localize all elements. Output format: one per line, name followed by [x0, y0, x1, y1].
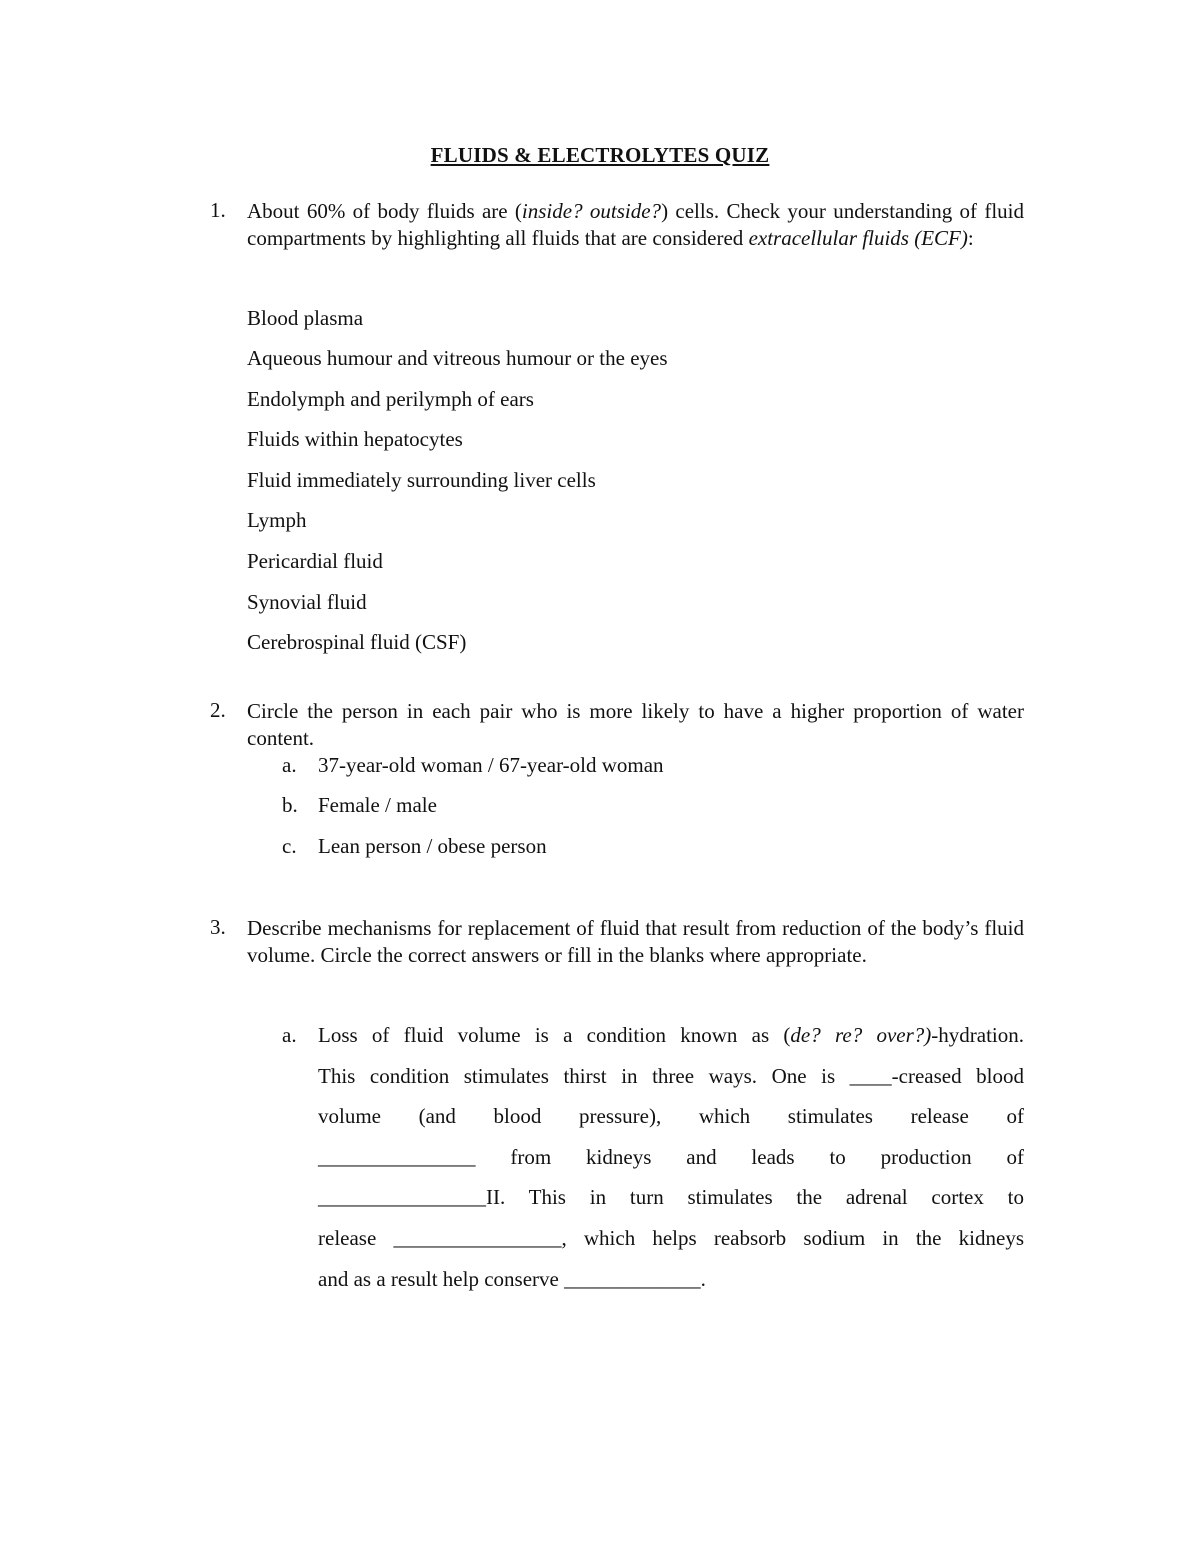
- question-1-text: [247, 198, 1024, 252]
- q3a-l1-post: -hydration.: [931, 1023, 1025, 1047]
- q2-item-letter: b.: [282, 793, 298, 817]
- question-3-text: Describe mechanisms for replacement of fluid that result from reduction of the body’s fluid volume. Circle the correct answers or fill in the blanks where appropriate.: [247, 916, 1024, 967]
- question-2-number: 2.: [210, 698, 226, 722]
- page-title: FLUIDS & ELECTROLYTES QUIZ: [430, 143, 770, 167]
- q2-item-text: Lean person / obese person: [318, 834, 547, 858]
- fluid-item: Fluids within hepatocytes: [247, 427, 463, 451]
- q3a-line-2: This condition stimulates thirst in three ways. One is ____-creased blood: [318, 1064, 1024, 1088]
- q1-text-italic-1: inside? outside?: [521, 199, 662, 223]
- q3a-l1-pre: Loss of fluid volume is a condition known as (: [318, 1023, 791, 1047]
- fluid-item: Cerebrospinal fluid (CSF): [247, 630, 467, 654]
- fluid-item: Synovial fluid: [247, 590, 367, 614]
- q3a-line-7: and as a result help conserve _____________.: [318, 1267, 706, 1291]
- q1-text-b: ) cells. Check your understanding of fluid compartments by highlighting all fluids that are considered: [247, 199, 1025, 250]
- question-1-number: 1.: [210, 198, 226, 222]
- q1-text-a: About 60% of body fluids are (: [247, 199, 522, 223]
- q3a-line-4: _______________ from kidneys and leads to production of: [318, 1145, 1024, 1169]
- q2-item-text: Female / male: [318, 793, 437, 817]
- q3a-line-5: ________________II. This in turn stimulates the adrenal cortex to: [318, 1185, 1024, 1209]
- q3a-line-1: [318, 1023, 1024, 1048]
- question-3-number: 3.: [210, 915, 226, 939]
- q3a-l1-italic: de? re? over?): [790, 1023, 932, 1047]
- fluid-item: Pericardial fluid: [247, 549, 383, 573]
- fluid-item: Fluid immediately surrounding liver cells: [247, 468, 596, 492]
- fluid-item: Aqueous humour and vitreous humour or the eyes: [247, 346, 668, 370]
- q1-text-c: :: [967, 226, 974, 250]
- q3a-line-6: release ________________, which helps reabsorb sodium in the kidneys: [318, 1226, 1024, 1250]
- q2-item-letter: c.: [282, 834, 297, 858]
- q2-item-letter: a.: [282, 753, 297, 777]
- q1-text-italic-2: extracellular fluids (ECF): [748, 226, 968, 250]
- fluid-item: Blood plasma: [247, 306, 364, 330]
- fluid-item: Endolymph and perilymph of ears: [247, 387, 534, 411]
- q3a-line-3: volume (and blood pressure), which stimulates release of: [318, 1104, 1024, 1128]
- question-2-text: Circle the person in each pair who is more likely to have a higher proportion of water content.: [247, 699, 1024, 750]
- q3a-letter: a.: [282, 1023, 297, 1047]
- fluid-item: Lymph: [247, 508, 307, 532]
- q2-item-text: 37-year-old woman / 67-year-old woman: [318, 753, 664, 777]
